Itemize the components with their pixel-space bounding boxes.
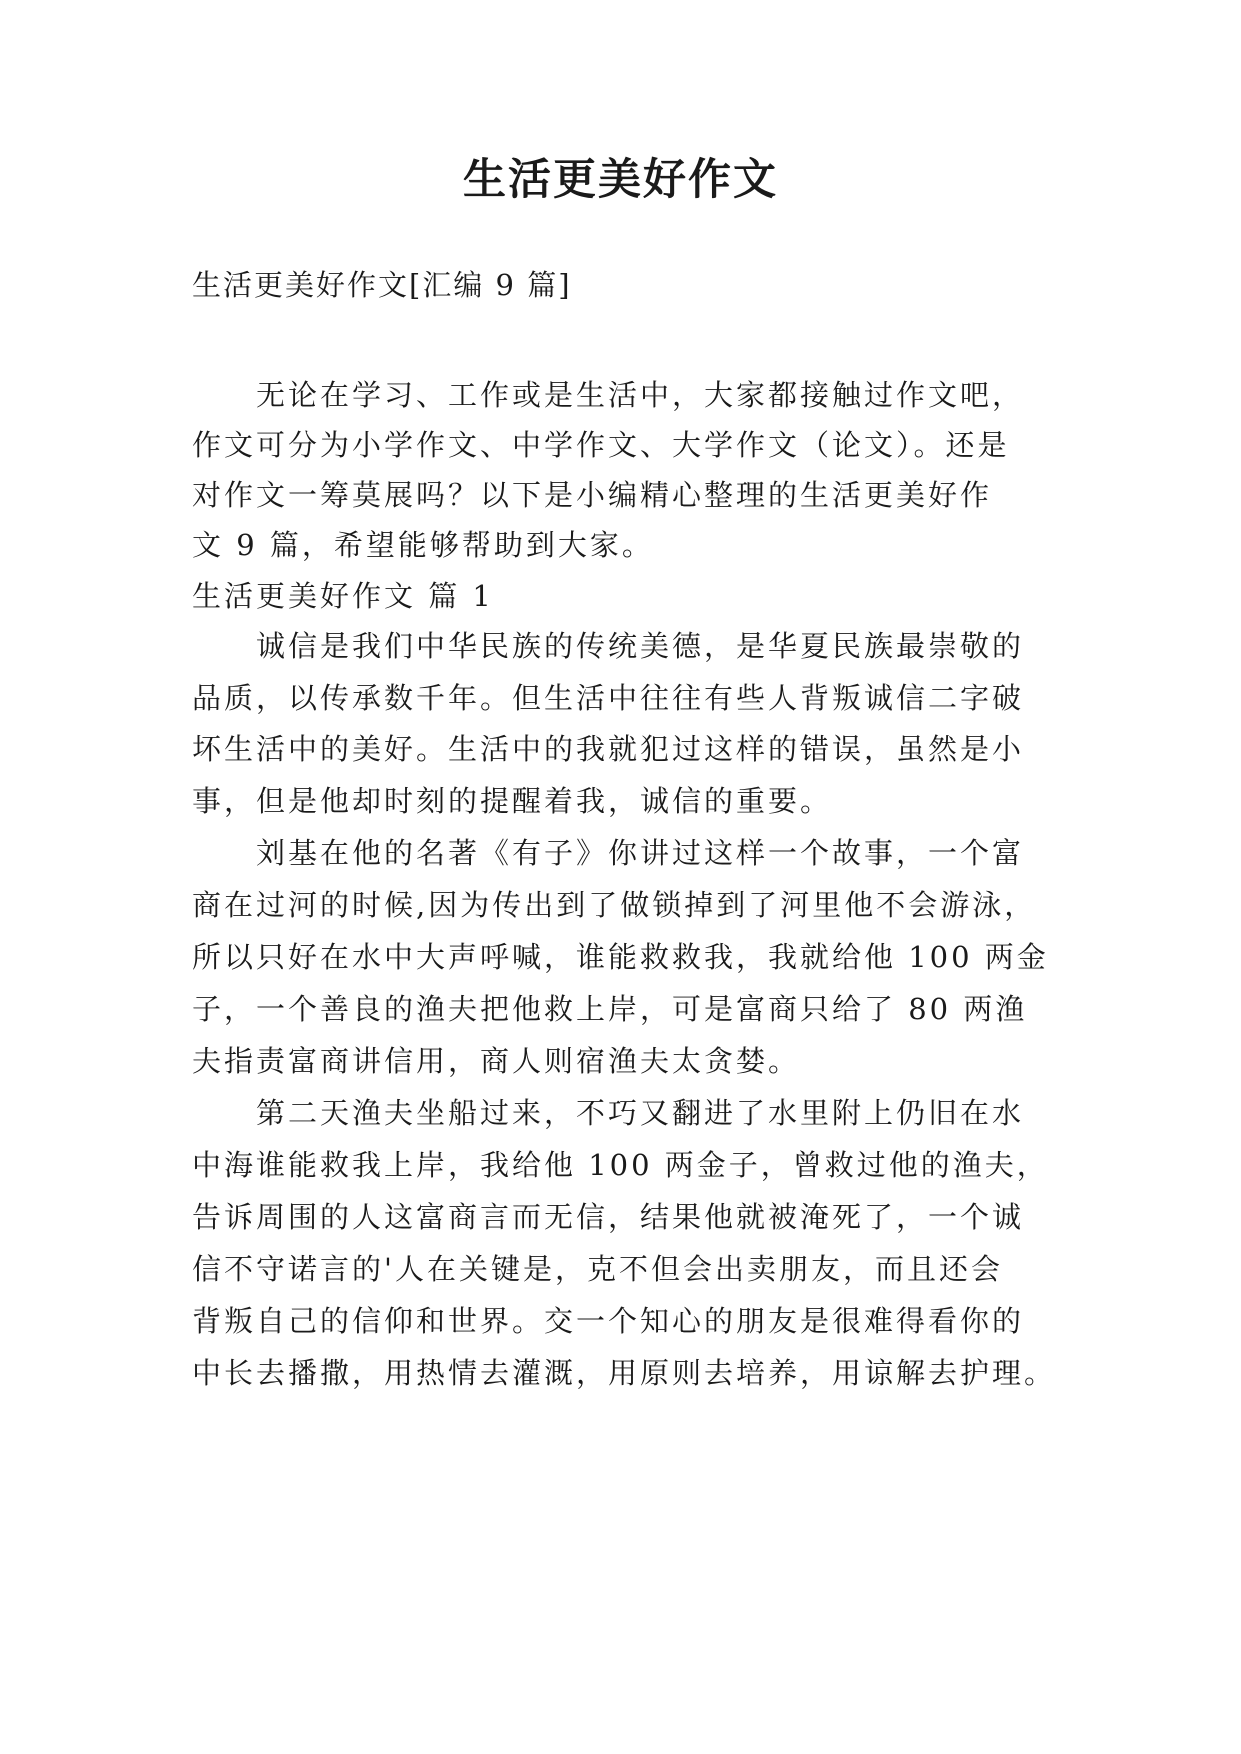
body-line: 刘基在他的名著《有子》你讲过这样一个故事，一个富 <box>192 836 1025 870</box>
body-line: 品质，以传承数千年。但生活中往往有些人背叛诚信二字破 <box>192 681 1025 715</box>
body-line: 无论在学习、工作或是生活中，大家都接触过作文吧， <box>192 378 1025 412</box>
body-line: 所以只好在水中大声呼喊，谁能救救我，我就给他 100 两金 <box>192 940 1049 974</box>
body-line: 坏生活中的美好。生活中的我就犯过这样的错误，虽然是小 <box>192 732 1025 766</box>
document-title: 生活更美好作文 <box>463 155 778 205</box>
body-line: 中长去播撒，用热情去灌溉，用原则去培养，用谅解去护理。 <box>192 1356 1057 1390</box>
body-line: 子，一个善良的渔夫把他救上岸，可是富商只给了 80 两渔 <box>192 992 1028 1026</box>
section-heading: 生活更美好作文 篇 1 <box>192 579 494 613</box>
body-line: 商在过河的时候,因为传出到了做锁掉到了河里他不会游泳， <box>192 888 1037 922</box>
body-line: 告诉周围的人这富商言而无信，结果他就被淹死了，一个诚 <box>192 1200 1025 1234</box>
body-line: 中海谁能救我上岸，我给他 100 两金子，曾救过他的渔夫， <box>192 1148 1049 1182</box>
document-subtitle: 生活更美好作文[汇编 9 篇] <box>192 268 572 302</box>
body-line: 文 9 篇，希望能够帮助到大家。 <box>192 528 654 562</box>
body-line: 第二天渔夫坐船过来，不巧又翻进了水里附上仍旧在水 <box>192 1096 1025 1130</box>
body-line: 事，但是他却时刻的提醒着我，诚信的重要。 <box>192 784 833 818</box>
body-line: 作文可分为小学作文、中学作文、大学作文（论文）。还是 <box>192 428 1010 462</box>
body-line: 背叛自己的信仰和世界。交一个知心的朋友是很难得看你的 <box>192 1304 1025 1338</box>
body-line: 夫指责富商讲信用，商人则宿渔夫太贪婪。 <box>192 1044 801 1078</box>
body-line: 诚信是我们中华民族的传统美德，是华夏民族最崇敬的 <box>192 629 1025 663</box>
body-line: 对作文一筹莫展吗？以下是小编精心整理的生活更美好作 <box>192 478 993 512</box>
body-line: 信不守诺言的'人在关键是，克不但会出卖朋友，而且还会 <box>192 1252 1003 1286</box>
